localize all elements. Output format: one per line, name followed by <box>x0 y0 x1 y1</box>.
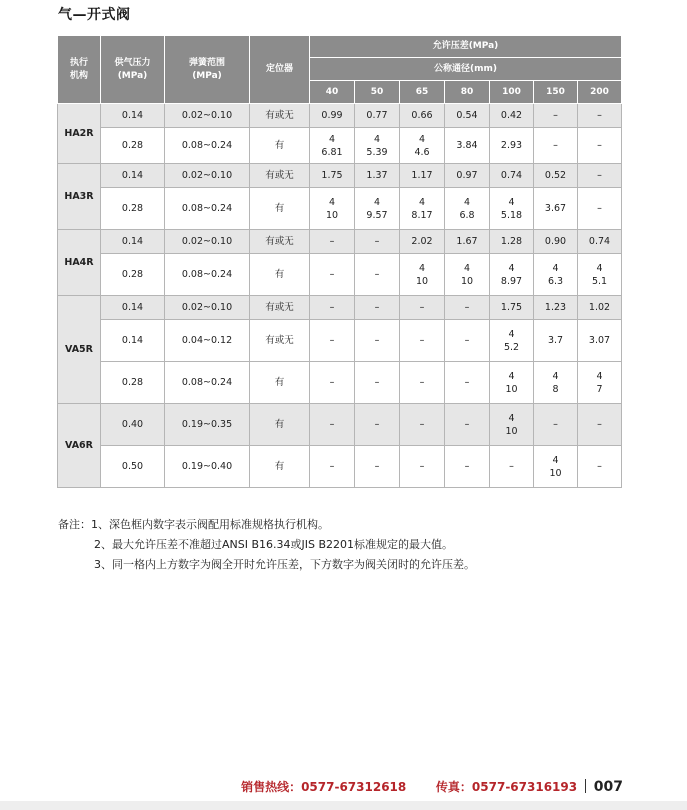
cell-value: 5.2 <box>503 341 520 353</box>
positioner-cell: 有 <box>250 362 310 404</box>
supply-pressure-cell: 0.14 <box>101 104 165 128</box>
pressure-diff-cell: 1.75 <box>310 164 355 188</box>
spring-range-cell: 0.19~0.40 <box>165 446 250 488</box>
pressure-diff-cell <box>578 254 622 296</box>
spring-range-cell: 0.08~0.24 <box>165 362 250 404</box>
actuator-model-cell: VA6R <box>58 404 101 488</box>
pressure-diff-cell: – <box>355 296 400 320</box>
pressure-diff-cell: 0.66 <box>400 104 445 128</box>
header-size-50: 50 <box>355 81 400 104</box>
cell-value: 4 <box>508 328 515 340</box>
header-size-80: 80 <box>445 81 490 104</box>
pressure-diff-cell: – <box>534 104 578 128</box>
pressure-diff-cell: – <box>355 320 400 362</box>
sales-hotline: 销售热线：0577-67312618 <box>241 780 407 794</box>
supply-pressure-cell: 0.14 <box>101 296 165 320</box>
table-body <box>58 104 622 488</box>
pressure-diff-cell: 0.90 <box>534 230 578 254</box>
pressure-diff-cell: – <box>578 446 622 488</box>
pressure-diff-cell: – <box>445 404 490 446</box>
pressure-diff-cell: – <box>310 446 355 488</box>
pressure-diff-cell <box>400 188 445 230</box>
header-supply-pressure: 供气压力 (MPa) <box>101 36 165 104</box>
pressure-diff-cell: – <box>400 362 445 404</box>
pressure-diff-cell: 1.67 <box>445 230 490 254</box>
pressure-diff-cell: – <box>578 128 622 164</box>
cell-value: 4 <box>418 133 426 145</box>
pressure-diff-cell <box>355 188 400 230</box>
positioner-cell: 有 <box>250 254 310 296</box>
footer <box>241 778 623 795</box>
cell-value: 10 <box>460 275 474 287</box>
positioner-cell: 有或无 <box>250 104 310 128</box>
cell-value: 10 <box>325 209 339 221</box>
actuator-model-cell: HA4R <box>58 230 101 296</box>
cell-value: 4 <box>463 262 471 274</box>
supply-pressure-cell: 0.28 <box>101 254 165 296</box>
pressure-diff-cell: 0.74 <box>490 164 534 188</box>
cell-value: 8.97 <box>500 275 523 287</box>
header-size-100: 100 <box>490 81 534 104</box>
fax-number: 传真：0577-67316193 <box>435 780 578 794</box>
pressure-diff-cell <box>445 188 490 230</box>
pressure-diff-cell <box>400 254 445 296</box>
note-line-3 <box>58 555 475 575</box>
pressure-diff-cell: – <box>355 362 400 404</box>
table-header <box>58 36 622 104</box>
cell-value: 4 <box>552 370 559 382</box>
pressure-diff-cell: – <box>400 296 445 320</box>
header-allowable-dp: 允许压差(MPa) <box>310 36 622 58</box>
spring-range-cell: 0.02~0.10 <box>165 296 250 320</box>
pressure-diff-cell: – <box>355 230 400 254</box>
notes-label: 备注： <box>58 518 91 531</box>
actuator-model-cell: VA5R <box>58 296 101 404</box>
header-actuator: 执行 机构 <box>58 36 101 104</box>
pressure-diff-cell <box>310 128 355 164</box>
supply-pressure-cell: 0.50 <box>101 446 165 488</box>
pressure-diff-cell: – <box>310 320 355 362</box>
header-size-40: 40 <box>310 81 355 104</box>
pressure-diff-cell: 1.37 <box>355 164 400 188</box>
pressure-diff-cell <box>578 362 622 404</box>
pressure-diff-cell: – <box>445 446 490 488</box>
spring-range-cell: 0.08~0.24 <box>165 128 250 164</box>
pressure-diff-cell: 0.97 <box>445 164 490 188</box>
positioner-cell: 有或无 <box>250 164 310 188</box>
pressure-diff-cell <box>445 254 490 296</box>
positioner-cell: 有或无 <box>250 320 310 362</box>
pressure-diff-cell: 1.75 <box>490 296 534 320</box>
cell-value: 4 <box>463 196 471 208</box>
actuator-model-cell: HA2R <box>58 104 101 164</box>
pressure-diff-cell: – <box>445 320 490 362</box>
table-row <box>58 128 622 164</box>
pressure-diff-cell: – <box>310 296 355 320</box>
pressure-diff-cell: 3.07 <box>578 320 622 362</box>
pressure-diff-cell: 3.67 <box>534 188 578 230</box>
pressure-diff-cell: 0.99 <box>310 104 355 128</box>
positioner-cell: 有 <box>250 128 310 164</box>
bottom-band <box>0 801 687 810</box>
cell-value: 4 <box>418 262 426 274</box>
cell-value: 4 <box>328 196 336 208</box>
pressure-diff-cell: 1.23 <box>534 296 578 320</box>
pressure-diff-cell <box>490 188 534 230</box>
notes-section <box>58 515 475 575</box>
pressure-diff-cell: – <box>445 296 490 320</box>
pressure-diff-cell: 1.28 <box>490 230 534 254</box>
pressure-diff-cell: – <box>355 404 400 446</box>
cell-value: 5.39 <box>366 146 388 158</box>
positioner-cell: 有或无 <box>250 296 310 320</box>
cell-value: 10 <box>505 425 518 437</box>
pressure-diff-cell: – <box>578 188 622 230</box>
pressure-diff-cell: – <box>310 404 355 446</box>
pressure-diff-cell: – <box>534 128 578 164</box>
supply-pressure-cell: 0.40 <box>101 404 165 446</box>
pressure-diff-cell <box>490 254 534 296</box>
table-row <box>58 188 622 230</box>
pressure-diff-cell: – <box>310 254 355 296</box>
spring-range-cell: 0.08~0.24 <box>165 254 250 296</box>
spec-table <box>57 35 622 488</box>
pressure-diff-cell: 0.42 <box>490 104 534 128</box>
cell-value: 10 <box>505 383 518 395</box>
table-row <box>58 230 622 254</box>
pressure-diff-cell: – <box>578 164 622 188</box>
pressure-diff-cell: – <box>445 362 490 404</box>
pressure-diff-cell: 0.52 <box>534 164 578 188</box>
note-item: 1、深色框内数字表示阀配用标准规格执行机构。 <box>91 518 329 531</box>
positioner-cell: 有 <box>250 404 310 446</box>
header-size-150: 150 <box>534 81 578 104</box>
page-title: 气—开式阀 <box>58 7 131 23</box>
cell-value: 6.8 <box>459 209 475 221</box>
pressure-diff-cell: – <box>310 230 355 254</box>
pressure-diff-cell: – <box>400 320 445 362</box>
pressure-diff-cell: 3.7 <box>534 320 578 362</box>
pressure-diff-cell: 3.84 <box>445 128 490 164</box>
pressure-diff-cell: – <box>578 104 622 128</box>
header-size-65: 65 <box>400 81 445 104</box>
cell-value: 4 <box>596 262 603 274</box>
table-row <box>58 254 622 296</box>
cell-value: 10 <box>549 467 562 479</box>
pressure-diff-cell <box>400 128 445 164</box>
table-row <box>58 404 622 446</box>
pressure-diff-cell: – <box>400 446 445 488</box>
pressure-diff-cell: – <box>400 404 445 446</box>
cell-value: 5.18 <box>500 209 523 221</box>
actuator-model-cell: HA3R <box>58 164 101 230</box>
note-line-2 <box>58 535 475 555</box>
cell-value: 4 <box>328 133 336 145</box>
cell-value: 4.6 <box>414 146 430 158</box>
cell-value: 5.1 <box>591 275 608 287</box>
pressure-diff-cell: – <box>490 446 534 488</box>
cell-value: 6.3 <box>547 275 564 287</box>
table-row <box>58 164 622 188</box>
pressure-diff-cell <box>490 320 534 362</box>
supply-pressure-cell: 0.28 <box>101 128 165 164</box>
footer-divider <box>585 779 586 793</box>
cell-value: 4 <box>373 196 381 208</box>
cell-value: 8 <box>552 383 559 395</box>
cell-value: 4 <box>552 454 559 466</box>
spring-range-cell: 0.02~0.10 <box>165 164 250 188</box>
pressure-diff-cell <box>355 128 400 164</box>
cell-value: 4 <box>596 370 603 382</box>
pressure-diff-cell <box>490 362 534 404</box>
positioner-cell: 有 <box>250 446 310 488</box>
cell-value: 4 <box>552 262 559 274</box>
table-row <box>58 296 622 320</box>
pressure-diff-cell <box>534 254 578 296</box>
pressure-diff-cell: – <box>534 404 578 446</box>
pressure-diff-cell: 0.77 <box>355 104 400 128</box>
header-positioner: 定位器 <box>250 36 310 104</box>
table-row <box>58 320 622 362</box>
table-row <box>58 362 622 404</box>
positioner-cell: 有或无 <box>250 230 310 254</box>
cell-value: 8.17 <box>411 209 433 221</box>
spring-range-cell: 0.04~0.12 <box>165 320 250 362</box>
note-item: 3、同一格内上方数字为阀全开时允许压差，下方数字为阀关闭时的允许压差。 <box>94 558 475 571</box>
pressure-diff-cell: 1.02 <box>578 296 622 320</box>
pressure-diff-cell <box>490 404 534 446</box>
pressure-diff-cell: – <box>355 446 400 488</box>
cell-value: 4 <box>508 196 515 208</box>
cell-value: 4 <box>508 262 515 274</box>
supply-pressure-cell: 0.14 <box>101 230 165 254</box>
spring-range-cell: 0.19~0.35 <box>165 404 250 446</box>
note-item: 2、最大允许压差不准超过ANSI B16.34或JIS B2201标准规定的最大值。 <box>94 538 454 551</box>
supply-pressure-cell: 0.28 <box>101 362 165 404</box>
supply-pressure-cell: 0.14 <box>101 320 165 362</box>
pressure-diff-cell <box>534 446 578 488</box>
cell-value: 7 <box>596 383 603 395</box>
header-nominal-diameter: 公称通径(mm) <box>310 58 622 81</box>
pressure-diff-cell: 0.74 <box>578 230 622 254</box>
pressure-diff-cell: 0.54 <box>445 104 490 128</box>
pressure-diff-cell: – <box>310 362 355 404</box>
table-row <box>58 104 622 128</box>
pressure-diff-cell <box>534 362 578 404</box>
supply-pressure-cell: 0.14 <box>101 164 165 188</box>
spring-range-cell: 0.02~0.10 <box>165 230 250 254</box>
spring-range-cell: 0.02~0.10 <box>165 104 250 128</box>
cell-value: 10 <box>415 275 429 287</box>
positioner-cell: 有 <box>250 188 310 230</box>
pressure-diff-cell: – <box>578 404 622 446</box>
cell-value: 4 <box>418 196 426 208</box>
cell-value: 9.57 <box>366 209 388 221</box>
cell-value: 6.81 <box>321 146 343 158</box>
table-row <box>58 446 622 488</box>
pressure-diff-cell <box>310 188 355 230</box>
cell-value: 4 <box>508 370 515 382</box>
header-spring-range: 弹簧范围 (MPa) <box>165 36 250 104</box>
pressure-diff-cell: 1.17 <box>400 164 445 188</box>
supply-pressure-cell: 0.28 <box>101 188 165 230</box>
pressure-diff-cell: 2.93 <box>490 128 534 164</box>
pressure-diff-cell: – <box>355 254 400 296</box>
note-line-1 <box>58 515 475 535</box>
header-size-200: 200 <box>578 81 622 104</box>
page-number: 007 <box>593 779 623 795</box>
cell-value: 4 <box>508 412 515 424</box>
cell-value: 4 <box>373 133 381 145</box>
pressure-diff-cell: 2.02 <box>400 230 445 254</box>
spring-range-cell: 0.08~0.24 <box>165 188 250 230</box>
